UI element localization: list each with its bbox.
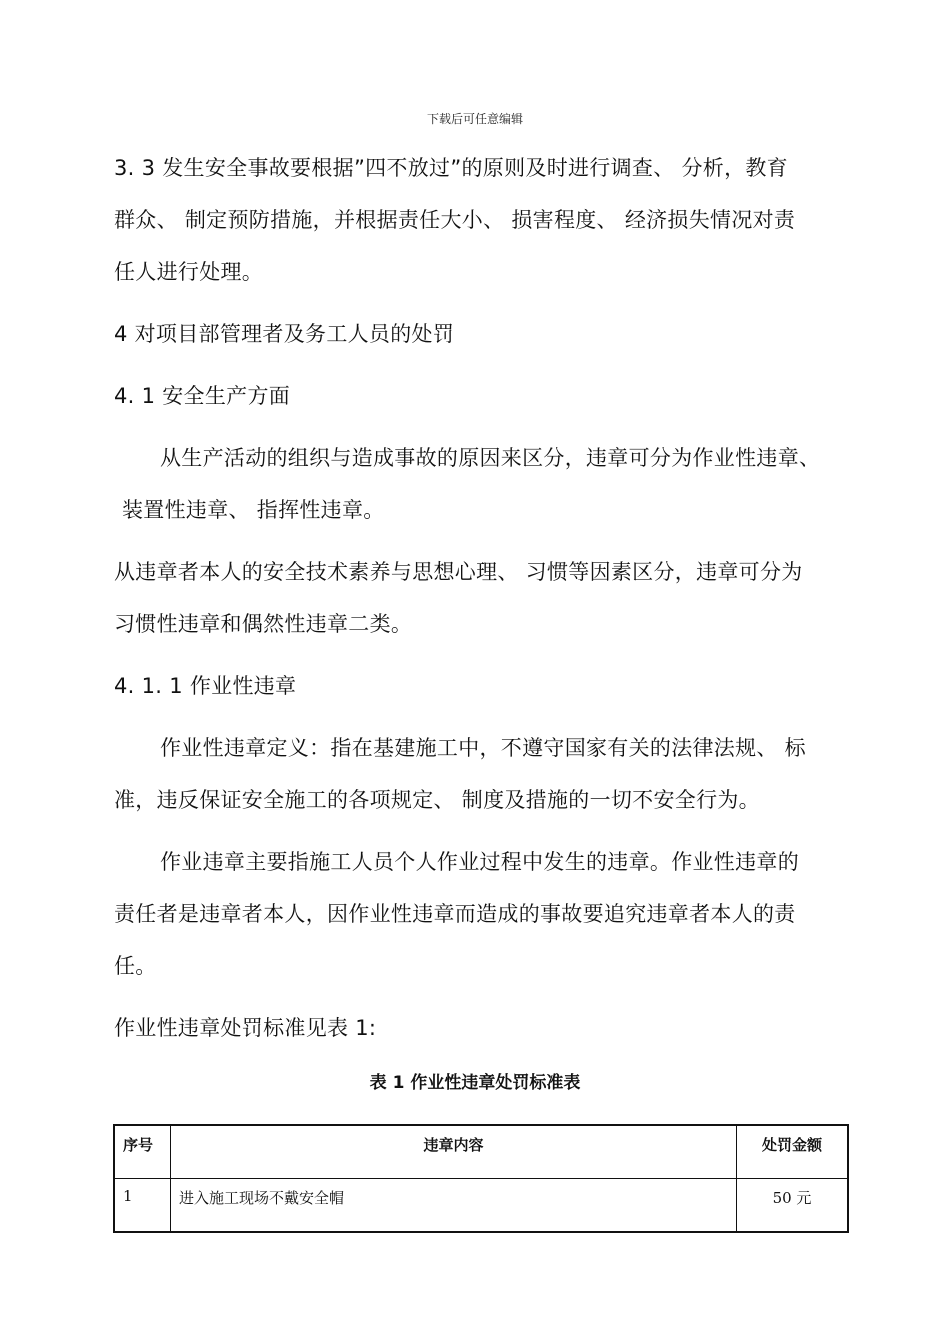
- penalty-table: [113, 1124, 849, 1233]
- paragraph-3-3-line-2: 群众、 制定预防措施，并根据责任大小、 损害程度、 经济损失情况对责: [114, 208, 796, 232]
- paragraph-responsibility-line-2: 责任者是违章者本人，因作业性违章而造成的事故要追究违章者本人的责: [114, 902, 796, 926]
- paragraph-habit-types-line-2: 习惯性违章和偶然性违章二类。: [114, 612, 413, 636]
- paragraph-violation-types-line-1: 从生产活动的组织与造成事故的原因来区分，违章可分为作业性违章、: [160, 446, 821, 470]
- heading-section-4-1-1: 4. 1. 1 作业性违章: [114, 674, 297, 698]
- column-header-amount: 处罚金额: [737, 1125, 849, 1179]
- heading-section-4: 4 对项目部管理者及务工人员的处罚: [114, 322, 455, 346]
- column-header-index: 序号: [114, 1125, 171, 1179]
- paragraph-responsibility-line-1: 作业违章主要指施工人员个人作业过程中发生的违章。作业性违章的: [160, 850, 799, 874]
- document-body: [114, 142, 874, 1054]
- column-header-content: 违章内容: [171, 1125, 737, 1179]
- table-row: [114, 1179, 848, 1233]
- paragraph-responsibility-line-3: 任。: [114, 954, 157, 978]
- paragraph-definition-line-1: 作业性违章定义：指在基建施工中，不遵守国家有关的法律法规、 标: [160, 736, 806, 760]
- heading-section-4-1: 4. 1 安全生产方面: [114, 384, 291, 408]
- paragraph-3-3-line-3: 任人进行处理。: [114, 260, 264, 284]
- table-title: 表 1 作业性违章处罚标准表: [369, 1073, 581, 1093]
- table-header-row: [114, 1125, 848, 1179]
- paragraph-table-reference: 作业性违章处罚标准见表 1:: [114, 1016, 377, 1040]
- cell-index: 1: [114, 1179, 171, 1233]
- paragraph-violation-types-line-2: 装置性违章、 指挥性违章。: [122, 498, 385, 522]
- paragraph-definition-line-2: 准，违反保证安全施工的各项规定、 制度及措施的一切不安全行为。: [114, 788, 760, 812]
- paragraph-3-3-line-1: 3. 3 发生安全事故要根据”四不放过”的原则及时进行调查、 分析，教育: [114, 156, 788, 180]
- cell-amount: 50 元: [737, 1179, 849, 1233]
- cell-content: 进入施工现场不戴安全帽: [171, 1179, 737, 1233]
- header-note: 下载后可任意编辑: [426, 112, 523, 126]
- paragraph-habit-types-line-1: 从违章者本人的安全技术素养与思想心理、 习惯等因素区分，违章可分为: [114, 560, 803, 584]
